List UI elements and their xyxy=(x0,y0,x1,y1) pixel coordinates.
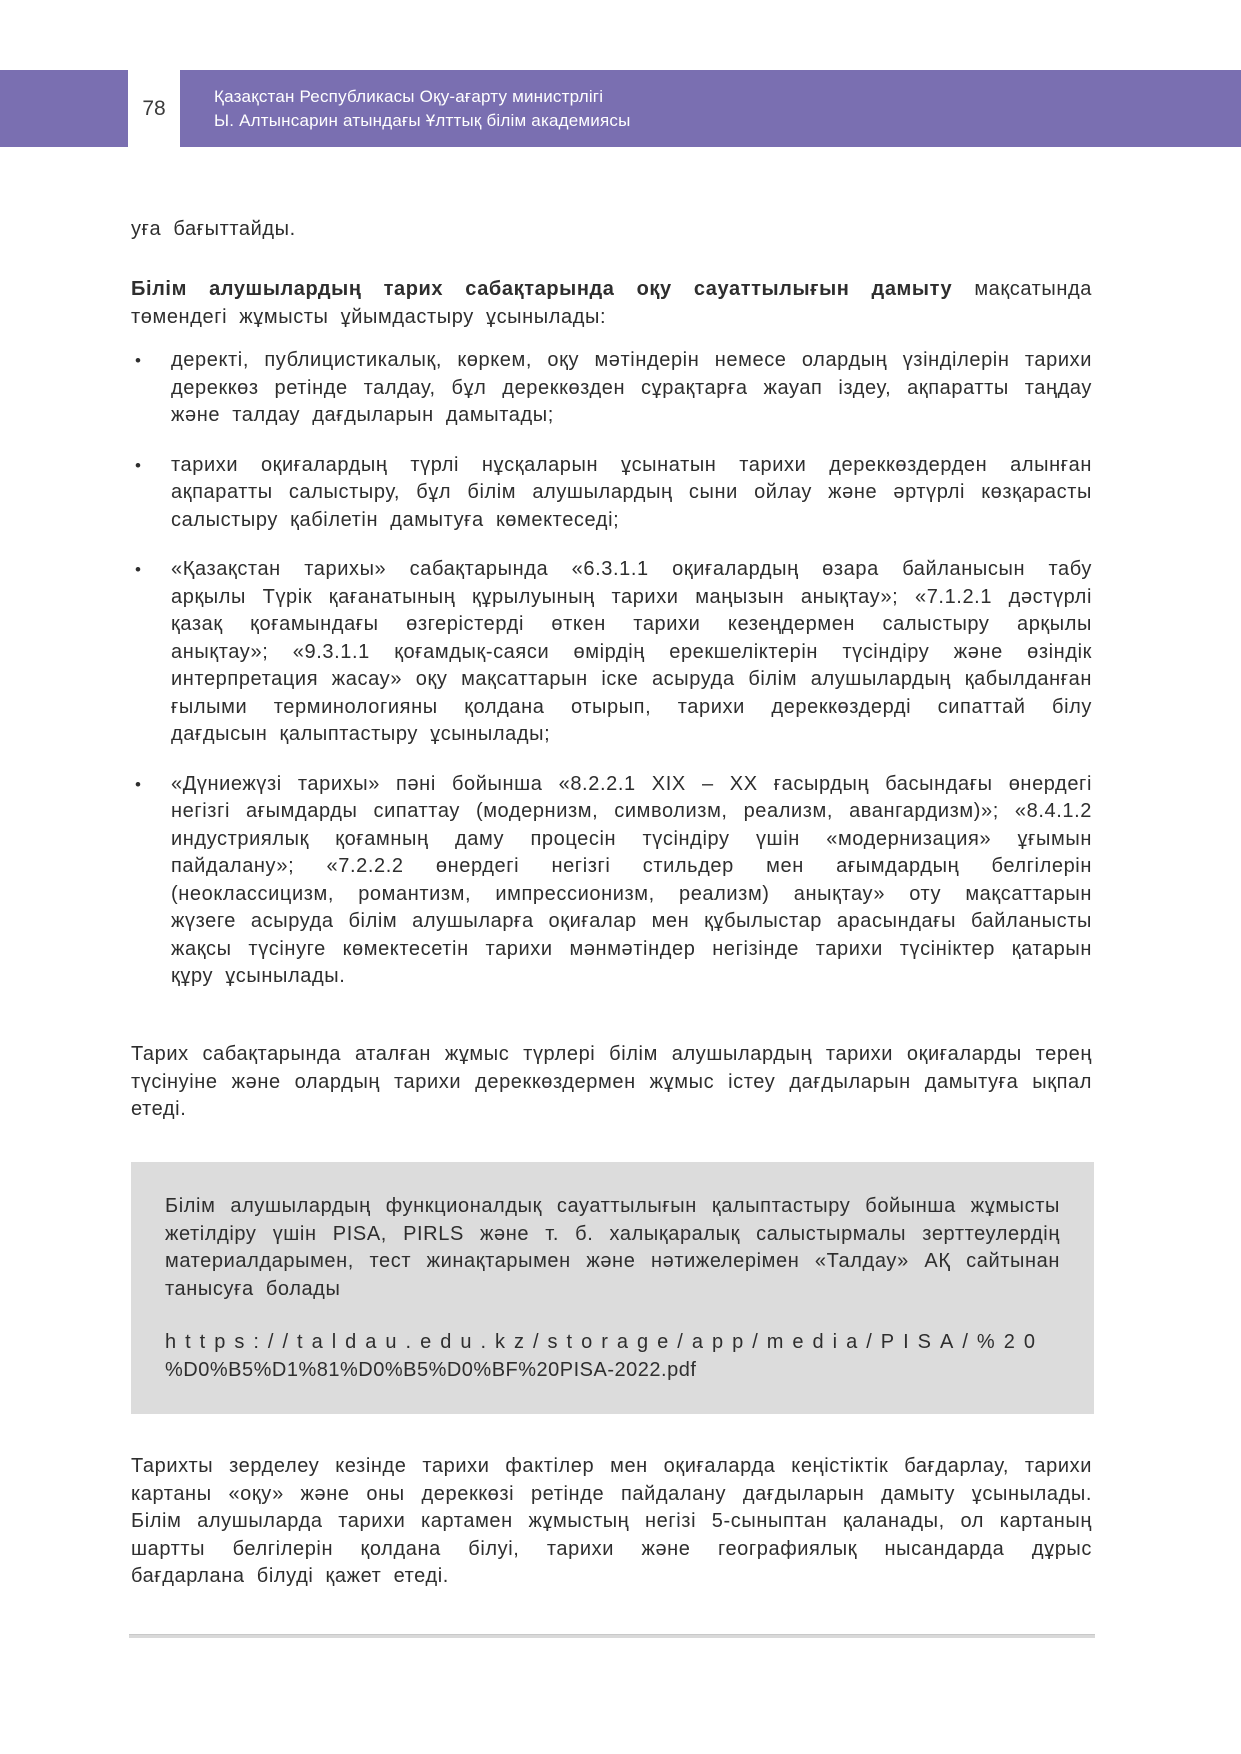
closing-paragraph: Тарихты зерделеу кезінде тарихи фактілер мен оқиғаларда кеңістіктік бағдарлау, тарихи картаны «оқу» және оны дереккөзі ретінде пайдалану дағдыларын дамыту ұсынылады. Білім алушыларда тарихи картамен жұмыстың негізі 5-сыныптан қаланады, ол картаның шартты белгілерін қолдана білуі, тарихи және географиялық нысандарда дұрыс бағдарлана білуді қажет етеді. xyxy=(131,1455,1092,1587)
header-accent-block xyxy=(0,70,128,147)
list-item xyxy=(131,771,1092,991)
page-header-band xyxy=(180,70,1241,147)
list-item xyxy=(131,556,1092,749)
list-item-text: деректі, публицистикалық, көркем, оқу мәтіндерін немесе олардың үзінділерін тарихи дереккөз ретінде талдау, бұл дереккөзден сұрақтарға жауап іздеу, ақпаратты таңдау және талдау дағдыларын дамытады; xyxy=(171,349,1092,426)
info-box-url[interactable] xyxy=(165,1329,1060,1384)
list-item-text: «Қазақстан тарихы» сабақтарында «6.3.1.1 оқиғалардың өзара байланысын табу арқылы Түрік қағанатының құрылуының тарихи маңызын анықтау»; «7.1.2.1 дәстүрлі қазақ қоғамындағы өзгерістерді өткен тарихи кезеңдермен салыстыру арқылы анықтау»; «9.3.1.1 қоғамдық-саяси өмірдің ерекшеліктерін түсіндіру және өзіндік интерпретация жасау» оқу мақсаттарын іске асыруда білім алушылардың қабылданған ғылыми терминологияны қолдана отырып, тарихи дереккөздерді сипаттай білу дағдысын қалыптастыру ұсынылады; xyxy=(171,558,1092,745)
bullet-icon: • xyxy=(135,351,141,370)
footer-divider xyxy=(129,1634,1095,1638)
recommendations-list xyxy=(131,347,1092,1013)
intro-paragraph: уға бағыттайды. xyxy=(131,218,296,240)
info-box xyxy=(131,1162,1094,1414)
list-item-text: тарихи оқиғалардың түрлі нұсқаларын ұсынатын тарихи дереккөздерден алынған ақпаратты салыстыру, бұл білім алушылардың сыни ойлау және әртүрлі көзқарасты салыстыру қабілетін дамытуға көмектеседі; xyxy=(171,453,1092,531)
page-number: 78 xyxy=(142,96,166,120)
bullet-icon: • xyxy=(135,560,141,579)
section-heading-rest: мақсатында төмендегі жұмысты ұйымдастыру ұсынылады: xyxy=(131,278,1092,328)
info-box-text: Білім алушылардың функционалдық сауаттылығын қалыптастыру бойынша жұмысты жетілдіру үшін PISA, PIRLS және т. б. халықаралық салыстырмалы зерттеулердің материалдарымен, тест жинақтарымен және нәтижелерімен «Талдау» АҚ сайтынан танысуға болады xyxy=(165,1195,1060,1300)
summary-paragraph: Тарих сабақтарында аталған жұмыс түрлері білім алушылардың тарихи оқиғаларды терең түсінуіне және олардың тарихи дереккөздермен жұмыс істеу дағдыларын дамытуға ықпал етеді. xyxy=(131,1043,1092,1120)
section-heading-paragraph xyxy=(131,276,1092,331)
header-line-ministry: Қазақстан Республикасы Оқу-ағарту министрлігі xyxy=(214,86,604,106)
list-item-text: «Дүниежүзі тарихы» пәні бойынша «8.2.2.1 XIX – XX ғасырдың басындағы өнердегі негізгі ағымдарды сипаттау (модернизм, символизм, реализм, авангардизм)»; «8.4.1.2 индустриялық қоғамның даму процесін түсіндіру үшін «модернизация» ұғымын пайдалану»; «7.2.2.2 өнердегі негізгі стильдер мен ағымдардың белгілерін (неоклассицизм, романтизм, импрессионизм, реализм) анықтау» оту мақсаттарын жүзеге асыруда білім алушыларға оқиғалар мен құбылыстар арасындағы байланысты жақсы түсінуге көмектесетін тарихи мәнмәтіндер негізінде тарихи түсініктер қатарын құру ұсынылады. xyxy=(171,772,1092,987)
list-item xyxy=(131,347,1092,430)
list-item xyxy=(131,452,1092,535)
section-heading-bold: Білім алушылардың тарих сабақтарында оқу сауаттылығын дамыту xyxy=(131,278,953,300)
bullet-icon: • xyxy=(135,774,141,794)
url-line-1[interactable]: https://taldau.edu.kz/storage/app/media/PISA/%20 xyxy=(165,1331,1044,1353)
url-line-2[interactable]: %D0%B5%D1%81%D0%B5%D0%BF%20PISA-2022.pdf xyxy=(165,1358,697,1381)
bullet-icon: • xyxy=(135,455,141,475)
header-line-academy: Ы. Алтынсарин атындағы Ұлттық білім академиясы xyxy=(214,110,631,130)
